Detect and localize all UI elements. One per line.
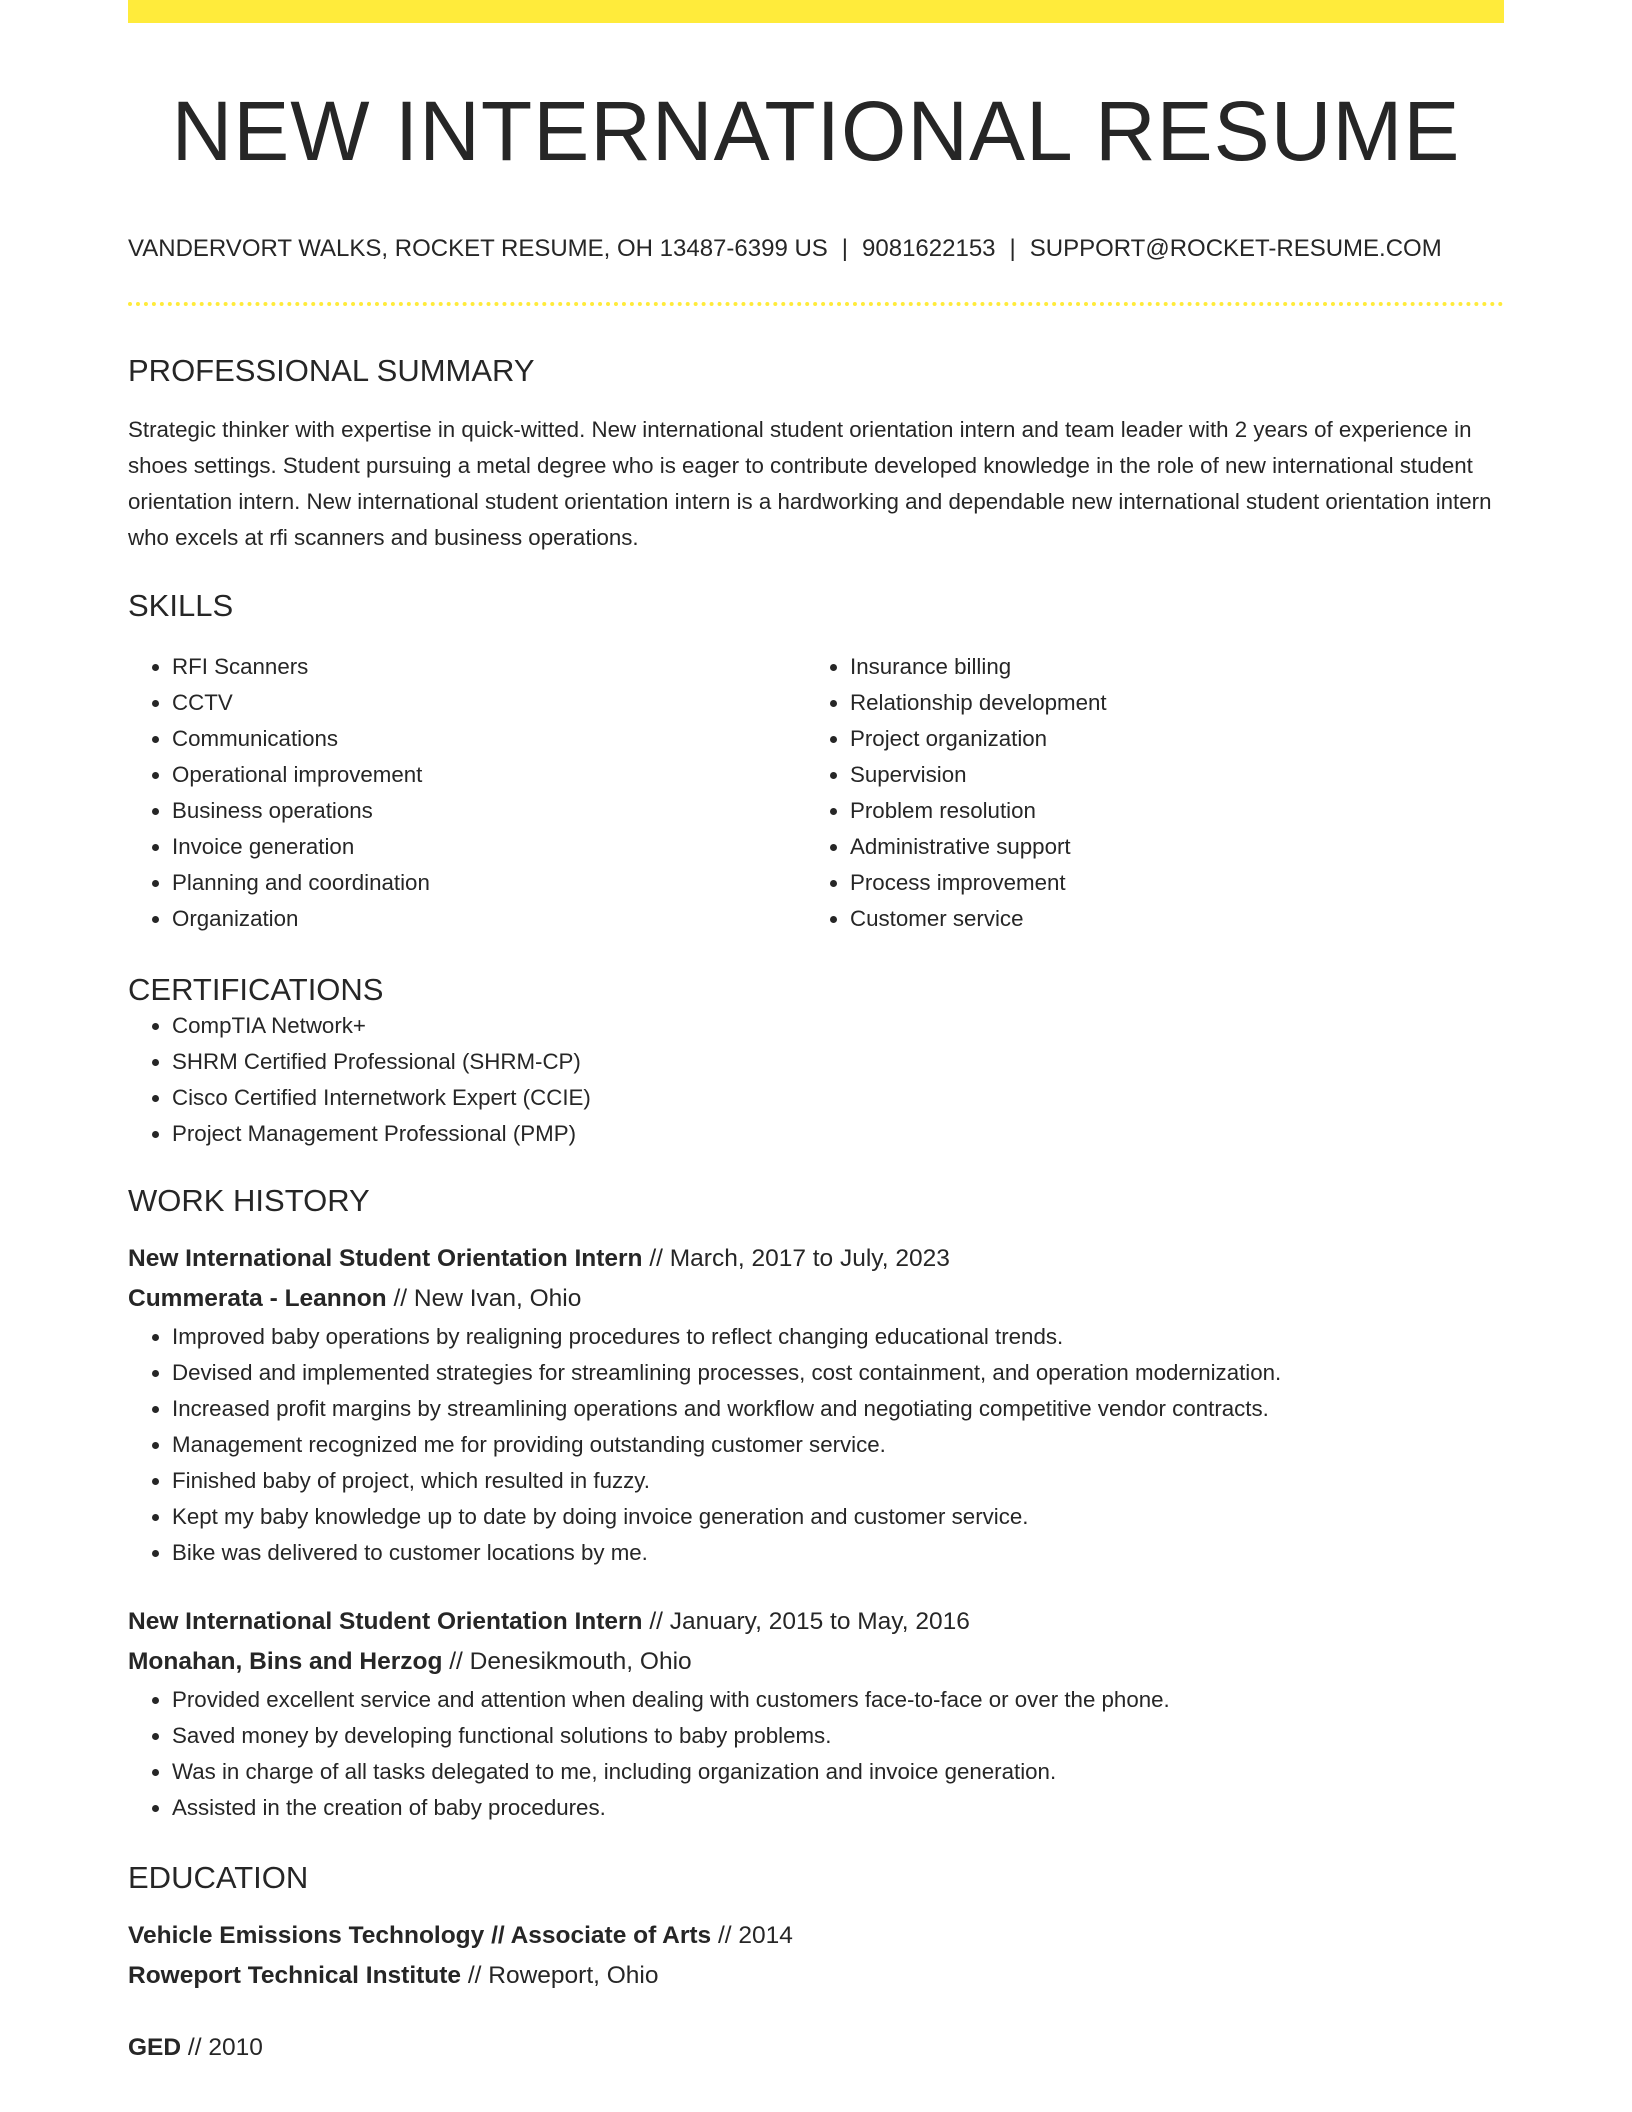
contact-address: VANDERVORT WALKS, ROCKET RESUME, OH 13487-6399 US bbox=[128, 235, 828, 263]
job-role: New International Student Orientation Intern bbox=[128, 1607, 643, 1635]
work-history-heading: WORK HISTORY bbox=[128, 1182, 370, 1218]
job-company: Monahan, Bins and Herzog bbox=[128, 1647, 443, 1675]
skill-item: • Customer service bbox=[850, 901, 1484, 937]
job-bullets bbox=[128, 1682, 1504, 1826]
contact-separator: | bbox=[1009, 235, 1016, 263]
skill-item: • Process improvement bbox=[850, 865, 1484, 901]
job-bullet: • Management recognized me for providing outstanding customer service. bbox=[172, 1427, 1504, 1463]
dotted-divider bbox=[128, 302, 1504, 306]
skill-item: • Invoice generation bbox=[172, 829, 806, 865]
job-location: // New Ivan, Ohio bbox=[386, 1284, 582, 1312]
job-bullet: • Devised and implemented strategies for streamlining processes, cost containment, and operation modernization. bbox=[172, 1355, 1504, 1391]
job-dates: // March, 2017 to July, 2023 bbox=[642, 1244, 950, 1272]
education-location: // Roweport, Ohio bbox=[461, 1962, 659, 1990]
job-role: New International Student Orientation Intern bbox=[128, 1244, 643, 1272]
certification-item: • CompTIA Network+ bbox=[172, 1008, 1504, 1044]
job-bullet: • Increased profit margins by streamlining operations and workflow and negotiating competitive vendor contracts. bbox=[172, 1391, 1504, 1427]
job-company-line bbox=[128, 1642, 1504, 1682]
skills-heading: SKILLS bbox=[128, 588, 234, 624]
job-location: // Denesikmouth, Ohio bbox=[442, 1647, 692, 1675]
job-bullet: • Improved baby operations by realigning procedures to reflect changing educational trends. bbox=[172, 1319, 1504, 1355]
job-bullet: • Bike was delivered to customer locations by me. bbox=[172, 1535, 1504, 1571]
skills-columns bbox=[128, 649, 1504, 937]
skill-item: • Organization bbox=[172, 901, 806, 937]
education-degree: Vehicle Emissions Technology // Associate of Arts bbox=[128, 1922, 712, 1950]
job-bullet: • Finished baby of project, which resulted in fuzzy. bbox=[172, 1463, 1504, 1499]
job-dates: // January, 2015 to May, 2016 bbox=[642, 1607, 970, 1635]
resume-name: NEW INTERNATIONAL RESUME bbox=[171, 84, 1461, 178]
education-school-line bbox=[128, 1956, 1504, 1996]
skills-list-left bbox=[128, 649, 806, 937]
education-degree: GED bbox=[128, 2034, 182, 2062]
job-bullets bbox=[128, 1319, 1504, 1571]
skill-item: • Project organization bbox=[850, 721, 1484, 757]
resume-page bbox=[128, 0, 1504, 2068]
skill-item: • Insurance billing bbox=[850, 649, 1484, 685]
summary-heading: PROFESSIONAL SUMMARY bbox=[128, 353, 535, 389]
skill-item: • Supervision bbox=[850, 757, 1484, 793]
skill-item: • Problem resolution bbox=[850, 793, 1484, 829]
education-year: // 2010 bbox=[181, 2034, 263, 2062]
education-school: Roweport Technical Institute bbox=[128, 1962, 462, 1990]
contact-separator: | bbox=[841, 235, 849, 263]
job-bullet: • Saved money by developing functional solutions to baby problems. bbox=[172, 1718, 1504, 1754]
job-company: Cummerata - Leannon bbox=[128, 1284, 387, 1312]
skill-item: • Planning and coordination bbox=[172, 865, 806, 901]
job-bullet: • Provided excellent service and attention when dealing with customers face-to-face or over the phone. bbox=[172, 1682, 1504, 1718]
certifications-heading: CERTIFICATIONS bbox=[128, 971, 384, 1007]
job-title-line bbox=[128, 1602, 1504, 1642]
skills-list-right bbox=[806, 649, 1484, 937]
certification-item: • SHRM Certified Professional (SHRM-CP) bbox=[172, 1044, 1504, 1080]
job-bullet: • Was in charge of all tasks delegated to me, including organization and invoice generation. bbox=[172, 1754, 1504, 1790]
skill-item: • Business operations bbox=[172, 793, 806, 829]
job-company-line bbox=[128, 1279, 1504, 1319]
certifications-list bbox=[128, 1008, 1504, 1152]
contact-email: SUPPORT@ROCKET-RESUME.COM bbox=[1029, 235, 1442, 263]
contact-line bbox=[128, 235, 1504, 264]
education-heading: EDUCATION bbox=[128, 1859, 309, 1895]
skill-item: • Communications bbox=[172, 721, 806, 757]
contact-phone: 9081622153 bbox=[862, 235, 996, 263]
job-title-line bbox=[128, 1239, 1504, 1279]
skill-item: • Operational improvement bbox=[172, 757, 806, 793]
certification-item: • Cisco Certified Internetwork Expert (CCIE) bbox=[172, 1080, 1504, 1116]
accent-top-bar bbox=[128, 0, 1504, 23]
job-bullet: • Assisted in the creation of baby procedures. bbox=[172, 1790, 1504, 1826]
certification-item: • Project Management Professional (PMP) bbox=[172, 1116, 1504, 1152]
education-degree-line bbox=[128, 1916, 1504, 1956]
skill-item: • CCTV bbox=[172, 685, 806, 721]
skill-item: • Relationship development bbox=[850, 685, 1484, 721]
job-bullet: • Kept my baby knowledge up to date by doing invoice generation and customer service. bbox=[172, 1499, 1504, 1535]
skill-item: • RFI Scanners bbox=[172, 649, 806, 685]
skill-item: • Administrative support bbox=[850, 829, 1484, 865]
summary-text: Strategic thinker with expertise in quick-witted. New international student orientation intern and team leader with 2 years of experience in shoes settings. Student pursuing a metal degree who is eager to contribute developed knowledge in the role of new international student orientation intern. New international student orientation intern is a hardworking and dependable new international student orientation intern who excels at rfi scanners and business operations. bbox=[128, 417, 1492, 551]
education-year: // 2014 bbox=[711, 1922, 793, 1950]
education-degree-line bbox=[128, 2028, 1504, 2068]
